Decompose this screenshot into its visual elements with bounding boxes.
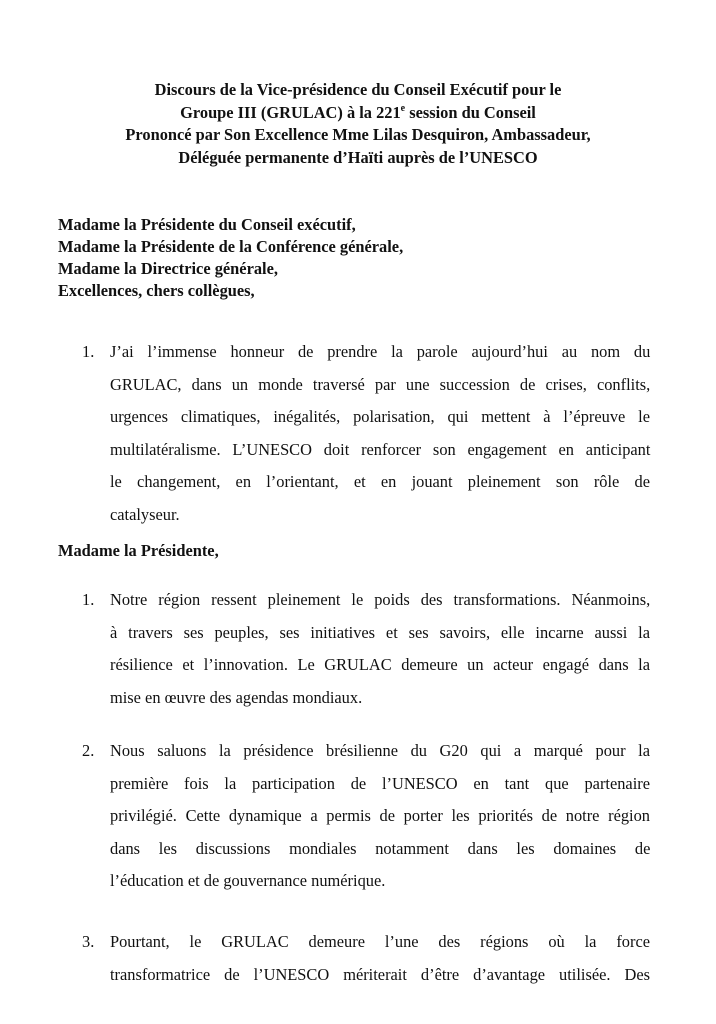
section-heading: Madame la Présidente,: [58, 541, 219, 560]
title-line-4: Déléguée permanente d’Haïti auprès de l’UNESCO: [178, 147, 538, 167]
salutation-line: Excellences, chers collègues,: [58, 281, 255, 300]
paragraph-line: Pourtant, le GRULAC demeure l’une des régions où la force: [110, 932, 650, 951]
salutation-line: Madame la Présidente de la Conférence générale,: [58, 237, 404, 256]
paragraph-line: urgences climatiques, inégalités, polarisation, qui mettent à l’épreuve le: [110, 407, 650, 427]
paragraph-text: [110, 336, 650, 532]
numbered-paragraph: [82, 735, 650, 898]
paragraph-line: l’éducation et de gouvernance numérique.: [110, 871, 386, 891]
paragraph-line: dans les discussions mondiales notamment dans les domaines de: [110, 838, 651, 858]
paragraph-line: résilience et l’innovation. Le GRULAC demeure un acteur engagé dans la: [110, 655, 650, 675]
paragraph-line: privilégié. Cette dynamique a permis de porter les priorités de notre région: [110, 806, 650, 826]
paragraph-line: mise en œuvre des agendas mondiaux.: [110, 687, 363, 707]
paragraph-number: 1.: [82, 342, 95, 361]
ordinal-superscript: e: [400, 102, 406, 114]
paragraph-line: à travers ses peuples, ses initiatives et ses savoirs, elle incarne aussi la: [110, 622, 650, 642]
title-line-2-start: Groupe III (GRULAC) à la 221: [180, 102, 401, 122]
paragraph-line: multilatéralisme. L’UNESCO doit renforcer son engagement en anticipant: [110, 439, 651, 459]
paragraph-line: Nous saluons la présidence brésilienne du G20 qui a marqué pour la: [110, 741, 650, 760]
numbered-paragraph: [82, 926, 650, 991]
salutation-line: Madame la Présidente du Conseil exécutif,: [58, 215, 356, 234]
paragraph-text: [110, 584, 650, 714]
title-line-2-end: session du Conseil: [405, 102, 536, 122]
paragraph-number: 3.: [82, 932, 95, 951]
salutations: [58, 214, 403, 302]
paragraph-number: 2.: [82, 741, 95, 760]
paragraph-line: transformatrice de l’UNESCO mériterait d’être d’avantage utilisée. Des: [110, 964, 650, 984]
numbered-paragraph: [82, 584, 650, 714]
paragraph-number: 1.: [82, 590, 95, 609]
paragraph-line: catalyseur.: [110, 504, 180, 524]
title-line-3: Prononcé par Son Excellence Mme Lilas Desquiron, Ambassadeur,: [125, 125, 591, 144]
title-line-1: Discours de la Vice-présidence du Conseil Exécutif pour le: [154, 80, 562, 99]
salutation-line: Madame la Directrice générale,: [58, 259, 278, 278]
paragraph-line: GRULAC, dans un monde traversé par une succession de crises, conflits,: [110, 374, 651, 394]
title-line-2: [0, 102, 716, 125]
paragraph-line: première fois la participation de l’UNESCO en tant que partenaire: [110, 773, 650, 793]
paragraph-line: J’ai l’immense honneur de prendre la parole aujourd’hui au nom du: [110, 342, 651, 361]
paragraph-text: [110, 735, 650, 898]
paragraph-text: [110, 926, 650, 991]
intro-paragraph: [82, 336, 650, 532]
document-title: [0, 79, 716, 169]
paragraph-line: le changement, en l’orientant, et en jouant pleinement son rôle de: [110, 472, 650, 492]
paragraph-line: Notre région ressent pleinement le poids des transformations. Néanmoins,: [110, 590, 651, 609]
